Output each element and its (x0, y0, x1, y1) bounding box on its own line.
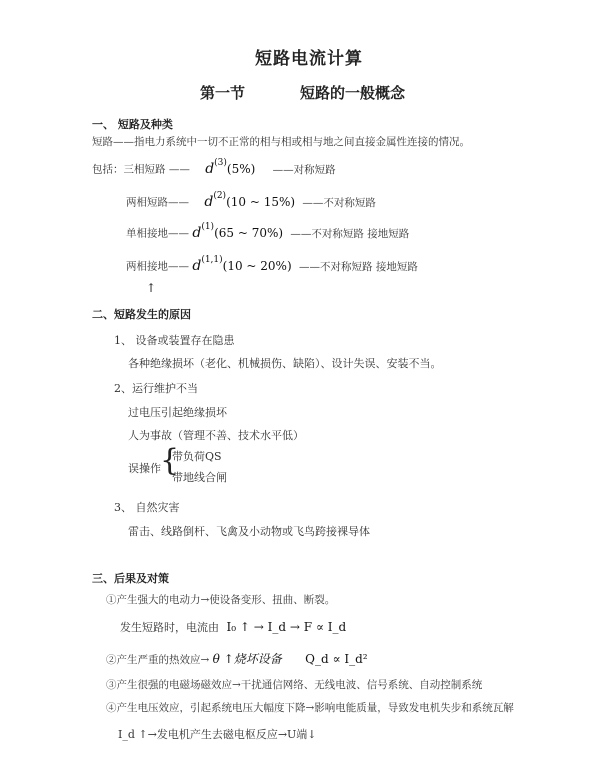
consequence-2-formula: Q_d ∝ I_d² (305, 652, 368, 666)
cause-3: 3、 自然灾害 (114, 501, 180, 514)
cause-2-overvoltage: 过电压引起绝缘损坏 (128, 406, 227, 419)
type-lead: 包括：三相短路 —— (92, 163, 190, 176)
type-tail: ——不对称短路 接地短路 (299, 260, 418, 273)
type-symbol: $d^{(2)}(10$ ~ 15%) (204, 191, 296, 210)
misoperation-label: 误操作 (128, 462, 161, 475)
consequence-3: ③产生很强的电磁场磁效应→干扰通信网络、无线电波、信号系统、自动控制系统 (106, 679, 483, 691)
type-tail: ——对称短路 (272, 163, 336, 176)
cause-2: 2、运行维护不当 (114, 382, 198, 395)
type-lead: 单相接地—— (126, 227, 189, 240)
cause-1: 1、 设备或装置存在隐患 (114, 334, 235, 347)
type-row-4 (126, 257, 418, 274)
consequence-1-sub-expr: I₀ ↑ → I_d → F ∝ I_d (226, 620, 347, 634)
type-row-1 (92, 160, 336, 177)
consequence-4-sub: I_d ↑→发电机产生去磁电枢反应→U端↓ (118, 728, 317, 741)
type-symbol: $d^{(3)}(5\%)$ (205, 158, 256, 177)
brace-icon: { (160, 443, 180, 478)
type-row-3 (126, 224, 409, 241)
type-tail: ——不对称短路 接地短路 (290, 227, 410, 240)
type-symbol: $d^{(1)}(65$ ~ 70%) (192, 222, 284, 241)
heading-consequences: 三、后果及对策 (92, 572, 169, 585)
consequence-2 (106, 650, 368, 667)
section-name: 短路的一般概念 (300, 84, 406, 102)
short-circuit-definition: 短路——指电力系统中一切不正常的相与相或相与地之间直接金属性连接的情况。 (92, 136, 470, 148)
cause-1-detail: 各种绝缘损坏（老化、机械损伤、缺陷）、设计失误、安装不当。 (128, 357, 442, 370)
section-number: 第一节 (200, 84, 246, 102)
misoperation-item-1: 带负荷QS (172, 450, 222, 463)
misoperation-item-2: 带地线合闸 (172, 471, 227, 484)
type-lead: 两相接地—— (126, 260, 189, 273)
type-symbol: $d^{(1,1)}(10$ ~ 20%) (192, 255, 292, 274)
heading-short-circuit-types: 一、 短路及种类 (92, 118, 173, 131)
consequence-1: ①产生强大的电动力→使设备变形、扭曲、断裂。 (106, 594, 336, 606)
cause-3-detail: 雷击、线路倒杆、飞禽及小动物或飞鸟跨接裸导体 (128, 525, 370, 538)
up-arrow-icon: ↑ (146, 281, 157, 295)
type-tail: ——不对称短路 (302, 196, 376, 209)
document-title: 短路电流计算 (255, 49, 363, 69)
consequence-1-sub (120, 619, 346, 635)
consequence-4: ④产生电压效应，引起系统电压大幅度下降→影响电能质量，导致发电机失步和系统瓦解 (106, 702, 514, 714)
heading-causes: 二、短路发生的原因 (92, 308, 191, 321)
cause-2-human-error: 人为事故（管理不善、技术水平低） (128, 429, 304, 442)
type-row-2 (126, 193, 376, 210)
consequence-2-expr: θ ↑烧坏设备 (212, 652, 282, 666)
consequence-2-text: ②产生严重的热效应→ (106, 654, 210, 666)
consequence-1-sub-text: 发生短路时，电流由 (120, 621, 219, 634)
type-lead: 两相短路—— (126, 196, 189, 209)
